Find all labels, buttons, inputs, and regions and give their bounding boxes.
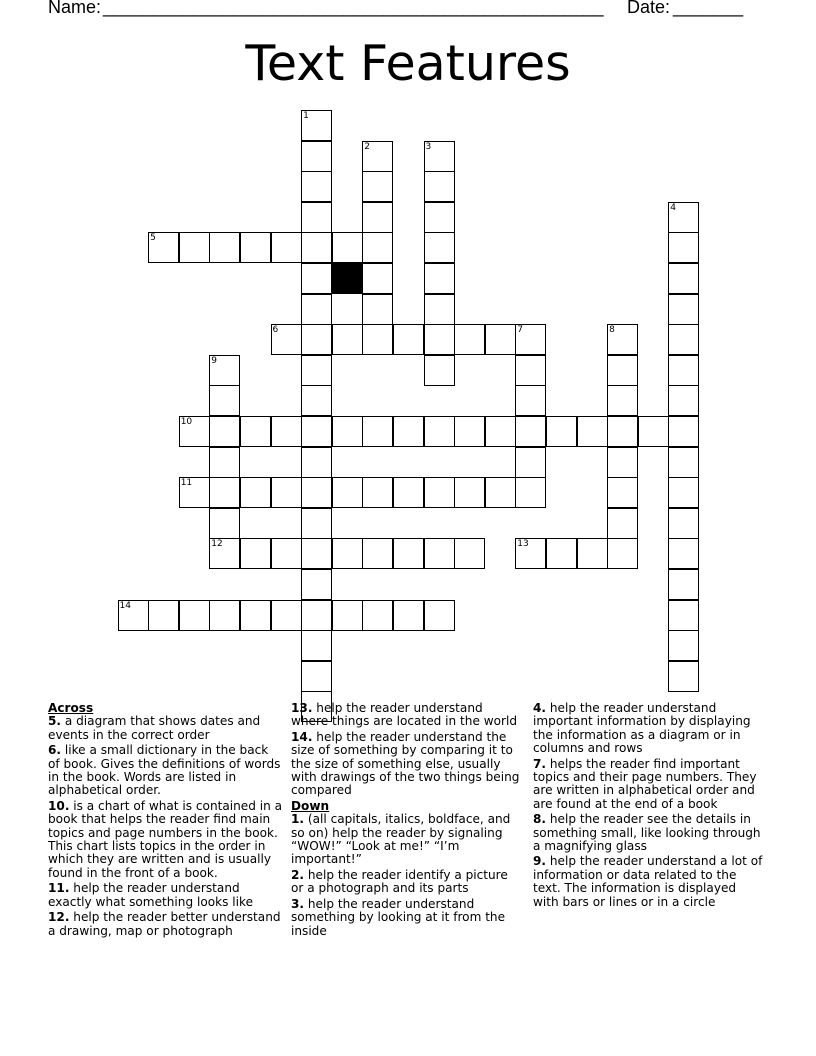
crossword-cell[interactable]: [515, 324, 546, 355]
crossword-cell[interactable]: [638, 416, 669, 447]
crossword-cell[interactable]: [668, 538, 699, 569]
crossword-cell[interactable]: [209, 447, 240, 478]
crossword-cell[interactable]: [393, 324, 424, 355]
clue-down-9: 9. help the reader understand a lot of information or data related to the text. The information is displayed with bars or lines or in a circle: [533, 854, 763, 909]
crossword-cell[interactable]: [668, 600, 699, 631]
crossword-cell[interactable]: [607, 355, 638, 386]
clue-across-12: 12. help the reader better understand a drawing, map or photograph: [48, 910, 281, 938]
crossword-cell[interactable]: [668, 477, 699, 508]
crossword-cell[interactable]: [301, 416, 332, 447]
name-label: Name:: [48, 0, 102, 17]
clue-down-7: 7. helps the reader find important topics and their page numbers. They are written in alphabetical order and are found at the end of a book: [533, 756, 757, 811]
page-title: Text Features: [245, 35, 571, 92]
crossword-cell[interactable]: [515, 477, 546, 508]
clue-number-label: 2: [364, 141, 371, 152]
crossword-cell[interactable]: [515, 447, 546, 478]
clue-number-label: 1: [303, 111, 309, 121]
crossword-cell[interactable]: [332, 416, 363, 447]
crossword-cell[interactable]: [668, 355, 699, 386]
clues-column-3: [533, 702, 765, 911]
crossword-cell[interactable]: [424, 263, 455, 294]
crossword-cell[interactable]: [301, 324, 332, 355]
crossword-cell[interactable]: [301, 294, 332, 325]
clue-number-label: 8: [609, 325, 615, 336]
clue-down-4: 4. help the reader understand important information by displaying the information as a diagram or in columns and rows: [533, 701, 751, 756]
crossword-cell[interactable]: [301, 447, 332, 478]
crossword-cell[interactable]: [607, 508, 638, 539]
crossword-cell[interactable]: [240, 232, 271, 263]
crossword-cell[interactable]: [362, 416, 393, 447]
crossword-cell[interactable]: [424, 232, 455, 263]
crossword-cell[interactable]: [607, 385, 638, 416]
crossword-cell[interactable]: [301, 569, 332, 600]
clue-down-8: 8. help the reader see the details in something small, like looking through a magnifying glass: [533, 812, 761, 854]
crossword-cell[interactable]: [209, 538, 240, 569]
crossword-cell[interactable]: [332, 600, 363, 631]
crossword-cell[interactable]: [362, 202, 393, 233]
crossword-cell[interactable]: [209, 232, 240, 263]
crossword-cell[interactable]: [485, 324, 516, 355]
clue-down-1: 1. (all capitals, italics, boldface, and so on) help the reader by signaling “WOW!” “Look at me!” “I’m important!”: [291, 812, 511, 867]
clue-number-label: 7: [517, 325, 524, 336]
crossword-cell[interactable]: [362, 263, 393, 294]
crossword-cell[interactable]: [301, 141, 332, 172]
crossword-cell[interactable]: [668, 661, 699, 692]
crossword-cell[interactable]: [424, 600, 455, 631]
clue-number-label: 6: [272, 325, 279, 336]
crossword-cell[interactable]: [668, 324, 699, 355]
crossword-cell[interactable]: [118, 600, 149, 631]
crossword-cell[interactable]: [301, 508, 332, 539]
crossword-cell[interactable]: [179, 600, 210, 631]
clues-column-2: [291, 702, 521, 940]
crossword-cell[interactable]: [209, 508, 240, 539]
crossword-cell[interactable]: [332, 477, 363, 508]
crossword-cell[interactable]: [209, 385, 240, 416]
clue-number-label: 5: [150, 233, 156, 244]
crossword-cell[interactable]: [424, 416, 455, 447]
clue-number-label: 11: [180, 478, 193, 489]
crossword-cell[interactable]: [271, 538, 302, 569]
clue-across-11: 11. help the reader understand exactly what something looks like: [48, 881, 254, 909]
clue-across-10: 10. is a chart of what is contained in a book that helps the reader find main topics and page numbers in the book. This chart lists topics in the order in which they are written and is usually found in the front of a book.: [48, 798, 283, 880]
crossword-cell[interactable]: [179, 477, 210, 508]
down-heading: Down: [291, 798, 330, 813]
crossword-cell[interactable]: [668, 569, 699, 600]
crossword-cell[interactable]: [301, 355, 332, 386]
crossword-cell[interactable]: [240, 477, 271, 508]
crossword-cell[interactable]: [301, 110, 332, 141]
crossword-cell[interactable]: [393, 600, 424, 631]
crossword-cell[interactable]: [240, 416, 271, 447]
crossword-cell[interactable]: [668, 447, 699, 478]
crossword-cell[interactable]: [362, 324, 393, 355]
crossword-cell[interactable]: [485, 477, 516, 508]
crossword-cell[interactable]: [577, 416, 608, 447]
clue-across-13: 13. help the reader understand where things are located in the world: [291, 701, 518, 729]
crossword-cell[interactable]: [607, 477, 638, 508]
crossword-cell[interactable]: [668, 385, 699, 416]
crossword-cell[interactable]: [301, 661, 332, 692]
crossword-cell[interactable]: [424, 477, 455, 508]
crossword-cell[interactable]: [179, 232, 210, 263]
crossword-cell[interactable]: [515, 385, 546, 416]
crossword-cell[interactable]: [424, 171, 455, 202]
crossword-cell[interactable]: [424, 324, 455, 355]
crossword-cell[interactable]: [668, 508, 699, 539]
crossword-cell[interactable]: [393, 416, 424, 447]
clue-across-14: 14. help the reader understand the size of something by comparing it to the size of something else, usually with drawings of the two things being compared: [291, 729, 520, 798]
crossword-cell[interactable]: [301, 477, 332, 508]
clue-number-label: 14: [119, 600, 131, 611]
crossword-cell[interactable]: [454, 416, 485, 447]
crossword-cell[interactable]: [454, 324, 485, 355]
crossword-cell[interactable]: [546, 416, 577, 447]
crossword-cell[interactable]: [515, 416, 546, 447]
crossword-cell[interactable]: [271, 232, 302, 263]
crossword-cell[interactable]: [668, 630, 699, 661]
crossword-cell[interactable]: [607, 447, 638, 478]
crossword-cell[interactable]: [668, 232, 699, 263]
crossword-cell[interactable]: [209, 355, 240, 386]
crossword-cell[interactable]: [301, 538, 332, 569]
crossword-cell[interactable]: [424, 355, 455, 386]
clue-number-label: 13: [517, 539, 529, 550]
crossword-cell[interactable]: [362, 538, 393, 569]
crossword-cell[interactable]: [362, 141, 393, 172]
crossword-cell[interactable]: [393, 477, 424, 508]
clues-column-1: [48, 702, 283, 940]
crossword-cell[interactable]: [362, 171, 393, 202]
clue-down-2: 2. help the reader identify a picture or a photograph and its parts: [291, 867, 508, 896]
crossword-cell[interactable]: [301, 202, 332, 233]
clue-number-label: 4: [670, 202, 677, 213]
crossword-cell[interactable]: [332, 538, 363, 569]
crossword-cell[interactable]: [301, 263, 332, 294]
crossword-cell[interactable]: [607, 324, 638, 355]
crossword-cell[interactable]: [393, 538, 424, 569]
crossword-cell[interactable]: [607, 538, 638, 569]
crossword-cell[interactable]: [148, 232, 179, 263]
crossword-cell[interactable]: [179, 416, 210, 447]
clue-number-label: 9: [211, 355, 218, 366]
crossword-cell[interactable]: [546, 538, 577, 569]
clue-number-label: 10: [180, 417, 193, 427]
across-heading: Across: [48, 701, 94, 715]
crossword-cell[interactable]: [301, 171, 332, 202]
crossword-cell[interactable]: [271, 416, 302, 447]
crossword-cell[interactable]: [332, 324, 363, 355]
crossword-cell[interactable]: [148, 600, 179, 631]
crossword-cell[interactable]: [424, 538, 455, 569]
crossword-cell[interactable]: [424, 294, 455, 325]
crossword-cell[interactable]: [271, 600, 302, 631]
crossword-cell[interactable]: [332, 232, 363, 263]
clue-across-6: 6. like a small dictionary in the back of book. Gives the definitions of words in the book. Words are listed in alphabetical order.: [48, 743, 281, 798]
crossword-cell[interactable]: [301, 385, 332, 416]
crossword-cell[interactable]: [209, 600, 240, 631]
name-field-line[interactable]: __________________________________________________: [103, 0, 604, 17]
date-label: Date:: [627, 0, 671, 17]
blocked-cell: [332, 263, 363, 294]
crossword-cell[interactable]: [362, 477, 393, 508]
crossword-cell[interactable]: [668, 416, 699, 447]
crossword-cell[interactable]: [424, 141, 455, 172]
crossword-cell[interactable]: [271, 324, 302, 355]
clue-across-5: 5. a diagram that shows dates and events in the correct order: [48, 714, 261, 742]
crossword-cell[interactable]: [271, 477, 302, 508]
crossword-cell[interactable]: [301, 232, 332, 263]
crossword-cell[interactable]: [301, 630, 332, 661]
crossword-cell[interactable]: [209, 477, 240, 508]
crossword-cell[interactable]: [424, 202, 455, 233]
crossword-cell[interactable]: [607, 416, 638, 447]
crossword-cell[interactable]: [240, 600, 271, 631]
crossword-cell[interactable]: [485, 416, 516, 447]
crossword-cell[interactable]: [301, 600, 332, 631]
clue-number-label: 12: [211, 539, 223, 550]
crossword-cell[interactable]: [362, 232, 393, 263]
crossword-cell[interactable]: [362, 294, 393, 325]
crossword-cell[interactable]: [515, 355, 546, 386]
crossword-cell[interactable]: [362, 600, 393, 631]
crossword-cell[interactable]: [209, 416, 240, 447]
crossword-cell[interactable]: [668, 263, 699, 294]
clue-number-label: 3: [425, 141, 432, 152]
crossword-cell[interactable]: [454, 538, 485, 569]
clue-down-3: 3. help the reader understand something by looking at it from the inside: [291, 896, 506, 938]
crossword-cell[interactable]: [668, 202, 699, 233]
crossword-cell[interactable]: [515, 538, 546, 569]
crossword-cell[interactable]: [577, 538, 608, 569]
crossword-cell[interactable]: [454, 477, 485, 508]
date-field-line[interactable]: _______: [673, 0, 744, 17]
crossword-cell[interactable]: [668, 294, 699, 325]
crossword-cell[interactable]: [240, 538, 271, 569]
